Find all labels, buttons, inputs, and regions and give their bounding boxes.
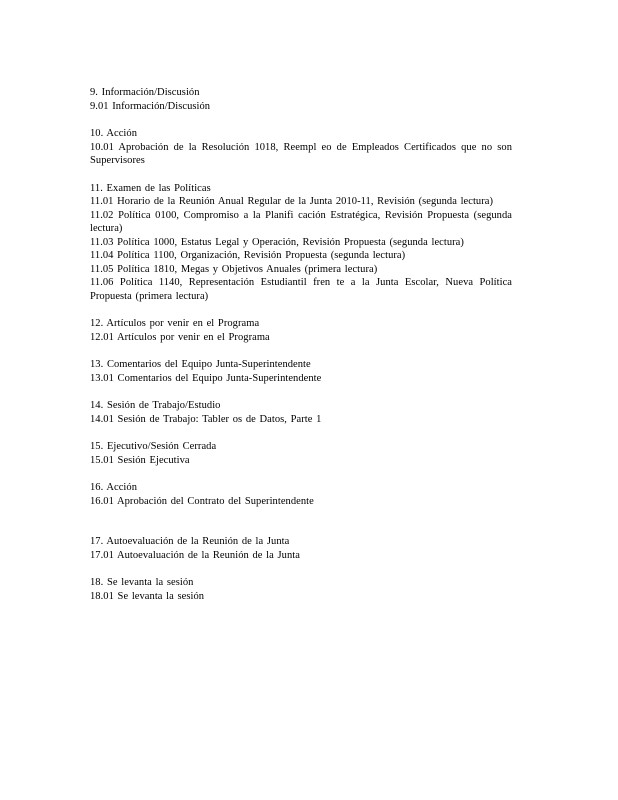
section-heading: 16. Acción <box>90 482 137 493</box>
section-heading: 14. Sesión de Trabajo/Estudio <box>90 400 221 411</box>
agenda-section-17 <box>90 535 512 562</box>
agenda-item: 11.04 Política 1100, Organización, Revisión Propuesta (segunda lectura) <box>90 250 406 261</box>
agenda-item: 16.01 Aprobación del Contrato del Superintendente <box>90 495 314 507</box>
agenda-item: 10.01 Aprobación de la Resolución 1018, Reempl eo de Empleados Certificados que no son Supervisores <box>90 141 512 166</box>
section-heading: 10. Acción <box>90 128 137 139</box>
section-heading: 12. Artículos por venir en el Programa <box>90 318 260 329</box>
agenda-section-10 <box>90 127 512 168</box>
agenda-item: 15.01 Sesión Ejecutiva <box>90 454 190 466</box>
agenda-section-15 <box>90 440 512 467</box>
agenda-item: 12.01 Artículos por venir en el Programa <box>90 331 270 343</box>
agenda-item: 11.05 Política 1810, Megas y Objetivos Anuales (primera lectura) <box>90 263 378 275</box>
section-heading: 17. Autoevaluación de la Reunión de la Junta <box>90 536 290 547</box>
agenda-item: 13.01 Comentarios del Equipo Junta-Superintendente <box>90 372 322 384</box>
agenda-section-16 <box>90 481 512 508</box>
agenda-section-12 <box>90 317 512 344</box>
section-heading: 9. Información/Discusión <box>90 87 200 98</box>
agenda-section-14 <box>90 399 512 426</box>
agenda-item: 17.01 Autoevaluación de la Reunión de la Junta <box>90 549 300 561</box>
agenda-section-13 <box>90 358 512 385</box>
section-heading: 11. Examen de las Políticas <box>90 182 211 194</box>
agenda-list <box>90 86 512 617</box>
agenda-item: 11.02 Política 0100, Compromiso a la Planifi cación Estratégica, Revisión Propuesta (segunda lectura) <box>90 209 512 234</box>
agenda-section-18 <box>90 576 512 603</box>
agenda-item: 11.06 Política 1140, Representación Estudiantil fren te a la Junta Escolar, Nueva Política Propuesta (primera lectura) <box>90 277 512 302</box>
agenda-item: 14.01 Sesión de Trabajo: Tabler os de Datos, Parte 1 <box>90 413 322 425</box>
agenda-section-9 <box>90 86 512 113</box>
section-heading: 13. Comentarios del Equipo Junta-Superintendente <box>90 359 311 370</box>
agenda-item: 9.01 Información/Discusión <box>90 100 211 112</box>
agenda-section-11 <box>90 182 512 304</box>
agenda-item: 11.01 Horario de la Reunión Anual Regular de la Junta 2010-11, Revisión (segunda lectura) <box>90 196 494 207</box>
section-heading: 15. Ejecutivo/Sesión Cerrada <box>90 441 217 452</box>
agenda-item: 18.01 Se levanta la sesión <box>90 590 205 602</box>
section-heading: 18. Se levanta la sesión <box>90 577 194 588</box>
agenda-item: 11.03 Política 1000, Estatus Legal y Operación, Revisión Propuesta (segunda lectura) <box>90 236 464 248</box>
